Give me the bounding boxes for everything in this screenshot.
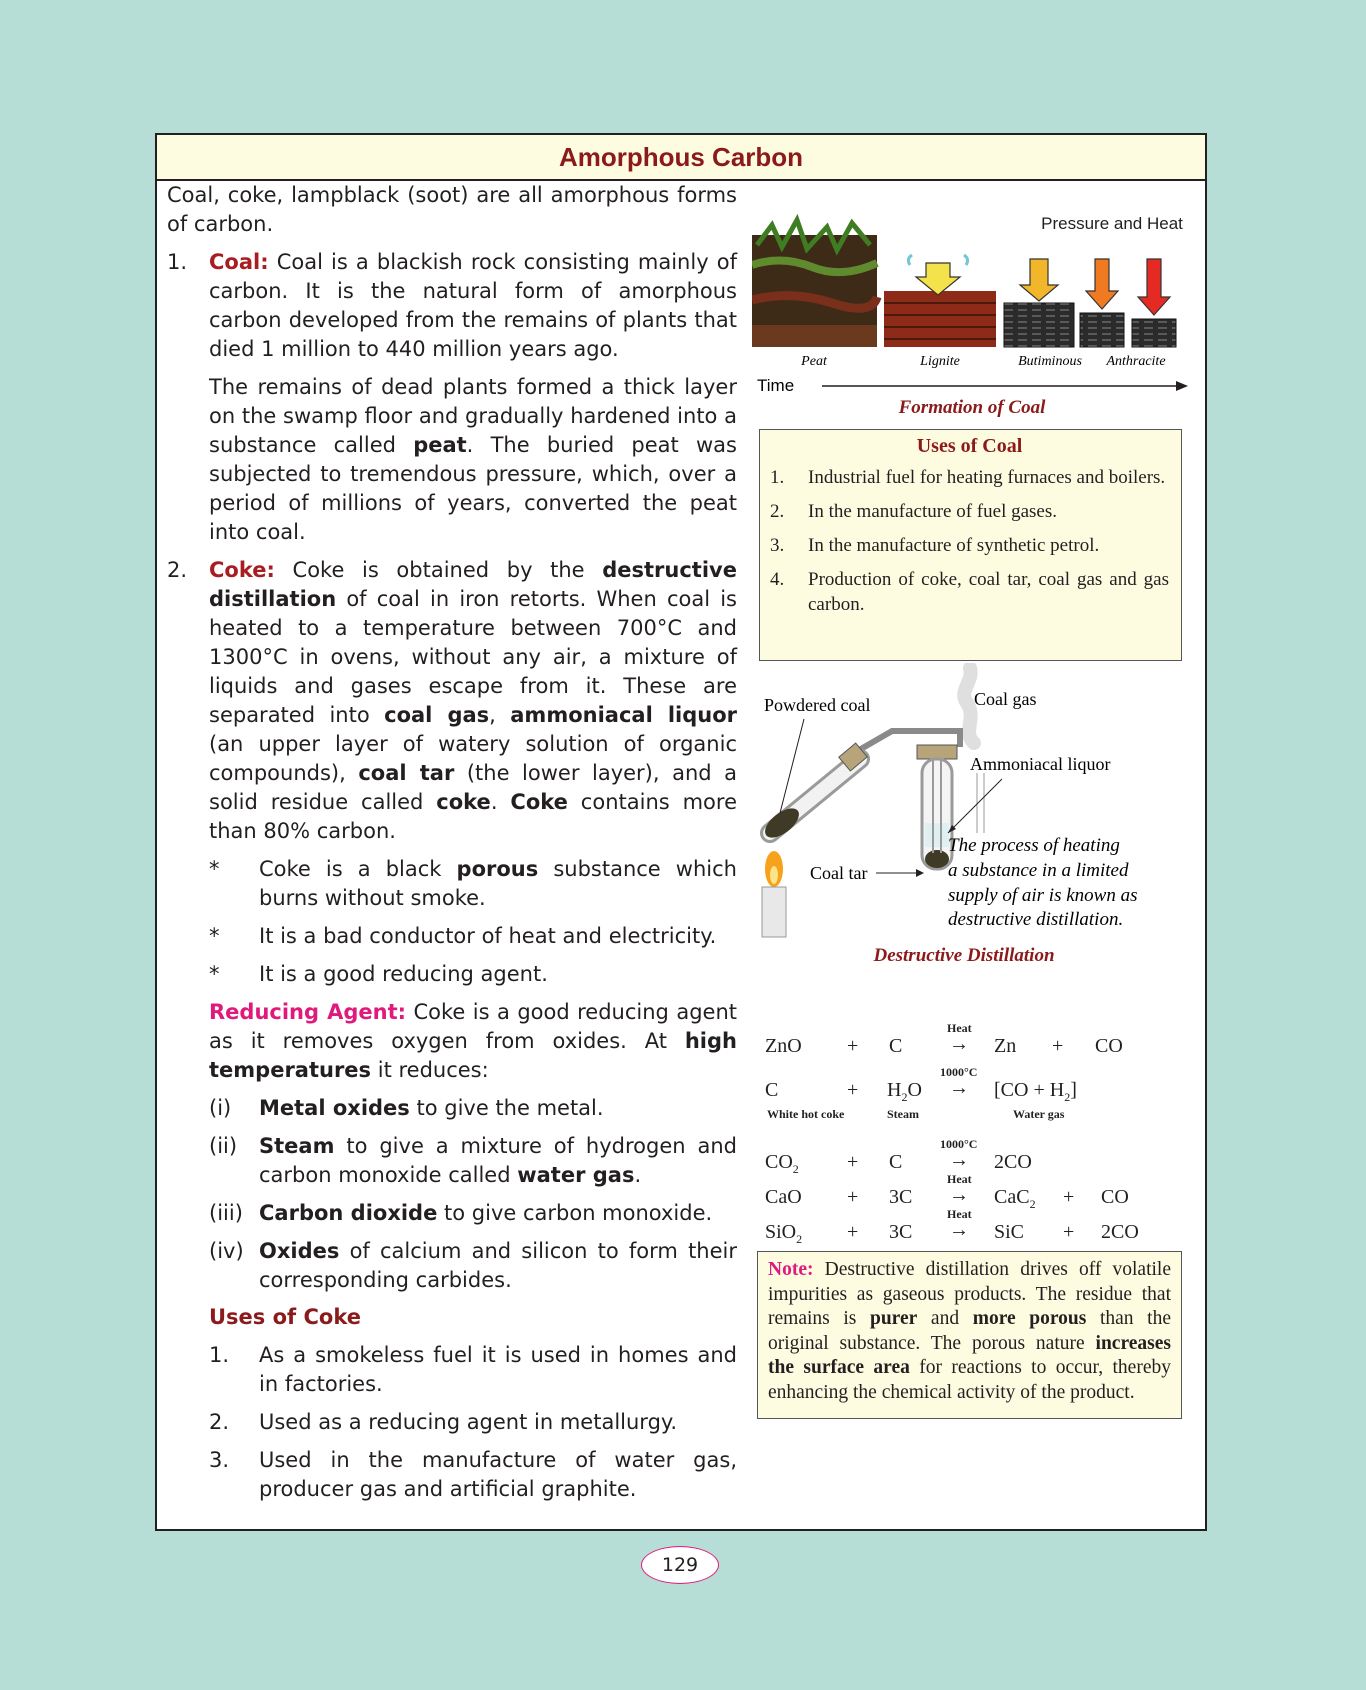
bullet-text: substance which burns without smoke. [259, 857, 737, 910]
eq1-product-d: CO [1095, 1035, 1123, 1057]
temperature-condition: 1000°C [940, 1137, 978, 1151]
arrow-icon: → [949, 1184, 969, 1206]
bullet-star: * [209, 857, 220, 881]
burner [762, 851, 786, 937]
formation-of-coal-figure [752, 205, 1192, 455]
uses-coal-text: In the manufacture of synthetic petrol. [808, 535, 1100, 556]
bullet-text: It is a bad conductor of heat and electricity. [259, 924, 717, 948]
reduces-text: to give carbon monoxide. [437, 1201, 713, 1225]
title-bar [157, 135, 1205, 181]
subscript: 2 [1029, 1197, 1036, 1211]
item-number: 1. [167, 250, 188, 274]
eq5-product-d: 2CO [1101, 1221, 1139, 1243]
page-number: 129 [641, 1546, 719, 1584]
uses-coke-text: Used in the manufacture of water gas, producer gas and artificial graphite. [259, 1448, 737, 1501]
note-text: Destructive distillation drives off volatile impurities as gaseous products. The residue that remains is [768, 1259, 1171, 1329]
peat-text-a: The remains of dead plants formed a thick layer on the swamp floor and gradually hardened into a substance called [209, 375, 737, 457]
coal-tar-liquid [925, 850, 949, 868]
arrow-icon: → [949, 1033, 969, 1055]
coke-text: Coke is obtained by the [292, 558, 603, 582]
roman-number: (i) [209, 1096, 232, 1120]
item-number: 2. [167, 558, 188, 582]
reduces-item [209, 1237, 737, 1295]
peat-block [752, 220, 877, 347]
reducing-agent-paragraph [209, 998, 737, 1085]
uses-coal-item [770, 533, 1169, 558]
left-column [167, 181, 737, 1504]
anthracite-block [1132, 259, 1176, 347]
uses-coal-item [770, 499, 1169, 524]
reducing-text: Coke is a good reducing agent as it removes oxygen from oxides. At [209, 1000, 738, 1053]
bullet-text: Coke is a black [259, 857, 457, 881]
item-number: 1. [770, 467, 785, 488]
formula-part: O [907, 1079, 922, 1101]
plus-sign: + [847, 1186, 859, 1208]
pressure-heat-label: Pressure and Heat [1041, 214, 1183, 233]
time-label: Time [757, 376, 795, 395]
reduces-bold: Carbon dioxide [259, 1201, 438, 1225]
roman-number: (iv) [209, 1239, 244, 1263]
eq4-reactant-a: CaO [765, 1186, 802, 1208]
uses-coke-text: Used as a reducing agent in metallurgy. [259, 1410, 678, 1434]
plus-sign: + [847, 1079, 859, 1101]
note-bold: purer [869, 1308, 918, 1329]
uses-coke-item [209, 1446, 737, 1504]
reduces-text: to give a mixture of hydrogen and carbon monoxide called [259, 1134, 737, 1187]
uses-coal-item [770, 465, 1169, 490]
bullet-item [209, 855, 737, 913]
pressure-arrow-icon [916, 263, 960, 295]
reduces-bold: Oxides [259, 1239, 340, 1263]
distillation-description: a substance in a limited [948, 860, 1129, 881]
bituminous-block [1004, 259, 1074, 347]
reduces-text: of calcium and silicon to form their corresponding carbides. [259, 1239, 737, 1292]
coke-label: Coke: [209, 558, 275, 582]
uses-coal-text: In the manufacture of fuel gases. [808, 501, 1058, 522]
eq1-product-c: Zn [994, 1035, 1017, 1057]
destructive-distillation-caption: Destructive Distillation [873, 945, 1055, 963]
coal-gas-label: Coal gas [974, 689, 1037, 709]
subscript: 2 [901, 1090, 908, 1104]
formula-part: H [887, 1079, 902, 1101]
eq4-product-d: CO [1101, 1186, 1129, 1208]
coke-text: contains more than 80% carbon. [209, 790, 737, 843]
reduces-item [209, 1094, 737, 1123]
note-bold: increases the surface area [768, 1332, 1171, 1378]
anthracite-label: Anthracite [1106, 354, 1166, 369]
plus-sign: + [1033, 1079, 1045, 1101]
item-number: 2. [209, 1410, 230, 1434]
item-number: 2. [770, 501, 785, 522]
white-hot-coke-label: White hot coke [767, 1107, 845, 1121]
coal-tar-label: Coal tar [810, 863, 868, 883]
reduces-text: . [634, 1163, 642, 1187]
bituminous-small-block [1080, 259, 1124, 347]
coal-text: Coal is a blackish rock consisting mainly of carbon. It is the natural form of amorphous carbon developed from the remains of plants that died 1 million to 440 million years ago. [209, 250, 737, 361]
formula-part: [CO [994, 1079, 1029, 1101]
bituminous-label: Butiminous [1018, 354, 1082, 369]
reduces-bold: Metal oxides [259, 1096, 410, 1120]
formula-part: CaC [994, 1186, 1030, 1208]
coal-item [167, 248, 737, 364]
item-number: 1. [209, 1343, 230, 1367]
eq3-reactant-a [765, 1151, 799, 1177]
reducing-agent-label: Reducing Agent: [209, 1000, 407, 1024]
bullet-star: * [209, 924, 220, 948]
note-text: for reactions to occur, thereby enhancing the chemical activity of the product. [768, 1357, 1171, 1403]
roman-number: (iii) [209, 1201, 243, 1225]
formula-part: ] [1070, 1079, 1077, 1101]
steam-label: Steam [887, 1107, 919, 1121]
boiling-tube [760, 743, 867, 843]
coke-bold: coal gas [384, 703, 490, 727]
item-number: 3. [770, 535, 785, 556]
coke-bold: coal tar [358, 761, 455, 785]
eq2-product [994, 1079, 1077, 1105]
formula-part: SiO [765, 1221, 797, 1243]
uses-of-coke-heading: Uses of Coke [209, 1305, 361, 1329]
reduces-bold: Steam [259, 1134, 335, 1158]
formula-part: H [1049, 1079, 1065, 1101]
ammoniacal-liquor-label: Ammoniacal liquor [970, 754, 1111, 774]
lignite-block [884, 255, 996, 347]
bullet-star: * [209, 962, 220, 986]
destructive-distillation-figure [752, 663, 1192, 963]
uses-coke-item [209, 1341, 737, 1399]
coke-text: (an upper layer of watery solution of organic compounds), [209, 732, 737, 785]
bullet-text: It is a good reducing agent. [259, 962, 548, 986]
uses-coal-text: Industrial fuel for heating furnaces and boilers. [808, 467, 1166, 488]
pressure-arrow-icon [1138, 259, 1170, 315]
intro-text: Coal, coke, lampblack (soot) are all amorphous forms of carbon. [167, 183, 737, 236]
arrow-icon: → [949, 1149, 969, 1171]
note-bold: more porous [972, 1308, 1087, 1329]
plus-sign: + [847, 1151, 859, 1173]
page-frame [155, 133, 1207, 1531]
plus-sign: + [847, 1035, 859, 1057]
eq2-reactant-a: C [765, 1079, 779, 1101]
eq1-reactant-a: ZnO [765, 1035, 802, 1057]
bullet-item [209, 960, 737, 989]
uses-coal-item [770, 567, 1169, 617]
eq4-product-c [994, 1186, 1036, 1212]
note-label: Note: [768, 1259, 814, 1280]
peat-paragraph [209, 373, 737, 547]
distillation-description: The process of heating [948, 835, 1120, 856]
item-number: 3. [209, 1448, 230, 1472]
coke-bold: ammoniacal liquor [510, 703, 737, 727]
heat-condition: Heat [947, 1021, 972, 1035]
eq5-product-c: SiC [994, 1221, 1025, 1243]
eq5-reactant-a [765, 1221, 802, 1247]
uses-coal-text: Production of coke, coal tar, coal gas and gas carbon. [808, 569, 1169, 615]
lignite-label: Lignite [920, 354, 960, 369]
arrow-icon: → [949, 1219, 969, 1241]
plus-sign: + [847, 1221, 859, 1243]
temperature-condition: 1000°C [940, 1065, 978, 1079]
bullet-bold: porous [456, 857, 539, 881]
formation-of-coal-caption: Formation of Coal [898, 397, 1046, 418]
peat-text-c: . The buried peat was subjected to tremendous pressure, which, over a period of millions of years, converted the peat into coal. [209, 433, 737, 544]
peat-label: Peat [801, 354, 827, 369]
distillation-description: destructive distillation. [948, 909, 1124, 930]
eq5-reactant-b: 3C [889, 1221, 913, 1243]
uses-of-coal-title: Uses of Coal [916, 435, 1023, 457]
eq1-reactant-b: C [889, 1035, 903, 1057]
note-text: than the original substance. The porous nature [768, 1308, 1171, 1354]
pressure-arrow-icon [1086, 259, 1118, 309]
steam-smoke [964, 668, 974, 743]
reduces-item [209, 1199, 737, 1228]
reduces-item [209, 1132, 737, 1190]
reducing-text: it reduces: [371, 1058, 489, 1082]
plus-sign: + [1063, 1186, 1075, 1208]
coke-bold: coke [436, 790, 491, 814]
subscript: 2 [1064, 1090, 1071, 1104]
reduces-text: to give the metal. [409, 1096, 604, 1120]
subscript: 2 [796, 1232, 803, 1246]
note-text: and [917, 1308, 973, 1329]
uses-of-coal-box [759, 429, 1182, 661]
plus-sign: + [1063, 1221, 1075, 1243]
powdered-coal-label: Powdered coal [764, 695, 871, 715]
bullet-item [209, 922, 737, 951]
coke-text: (the lower layer), and a solid residue called [209, 761, 737, 814]
coke-text: . [490, 790, 511, 814]
formula-part: CO [765, 1151, 793, 1173]
subscript: 2 [792, 1162, 799, 1176]
distillation-description: supply of air is known as [948, 885, 1138, 906]
uses-coke-item [209, 1408, 737, 1437]
pressure-arrow-icon [1020, 259, 1058, 301]
eq3-product: 2CO [994, 1151, 1032, 1173]
eq3-reactant-b: C [889, 1151, 903, 1173]
coke-bold: destructive distillation [209, 558, 737, 611]
arrow-icon: → [949, 1077, 969, 1099]
reduces-bold: water gas [517, 1163, 635, 1187]
reducing-bold: high temperatures [209, 1029, 737, 1082]
coke-text: of coal in iron retorts. When coal is heated to a temperature between 700°C and 1300°C in ovens, without any air, a mixture of liquids and gases escape from it. These are separated into [209, 587, 737, 727]
coke-text: , [489, 703, 511, 727]
reduction-equations [757, 1005, 1187, 1246]
note-box [757, 1251, 1182, 1419]
coal-label: Coal: [209, 250, 269, 274]
peat-bold: peat [413, 433, 467, 457]
roman-number: (ii) [209, 1134, 238, 1158]
coke-item [167, 556, 737, 846]
eq2-reactant-b [887, 1079, 922, 1105]
coke-bold: Coke [510, 790, 568, 814]
time-arrow-icon [1176, 381, 1188, 391]
uses-coke-text: As a smokeless fuel it is used in homes and in factories. [259, 1343, 737, 1396]
heat-condition: Heat [947, 1207, 972, 1221]
heat-condition: Heat [947, 1172, 972, 1186]
water-gas-label: Water gas [1013, 1107, 1065, 1121]
item-number: 4. [770, 569, 785, 590]
page-title: Amorphous Carbon [558, 142, 804, 172]
plus-sign: + [1052, 1035, 1064, 1057]
eq4-reactant-b: 3C [889, 1186, 913, 1208]
